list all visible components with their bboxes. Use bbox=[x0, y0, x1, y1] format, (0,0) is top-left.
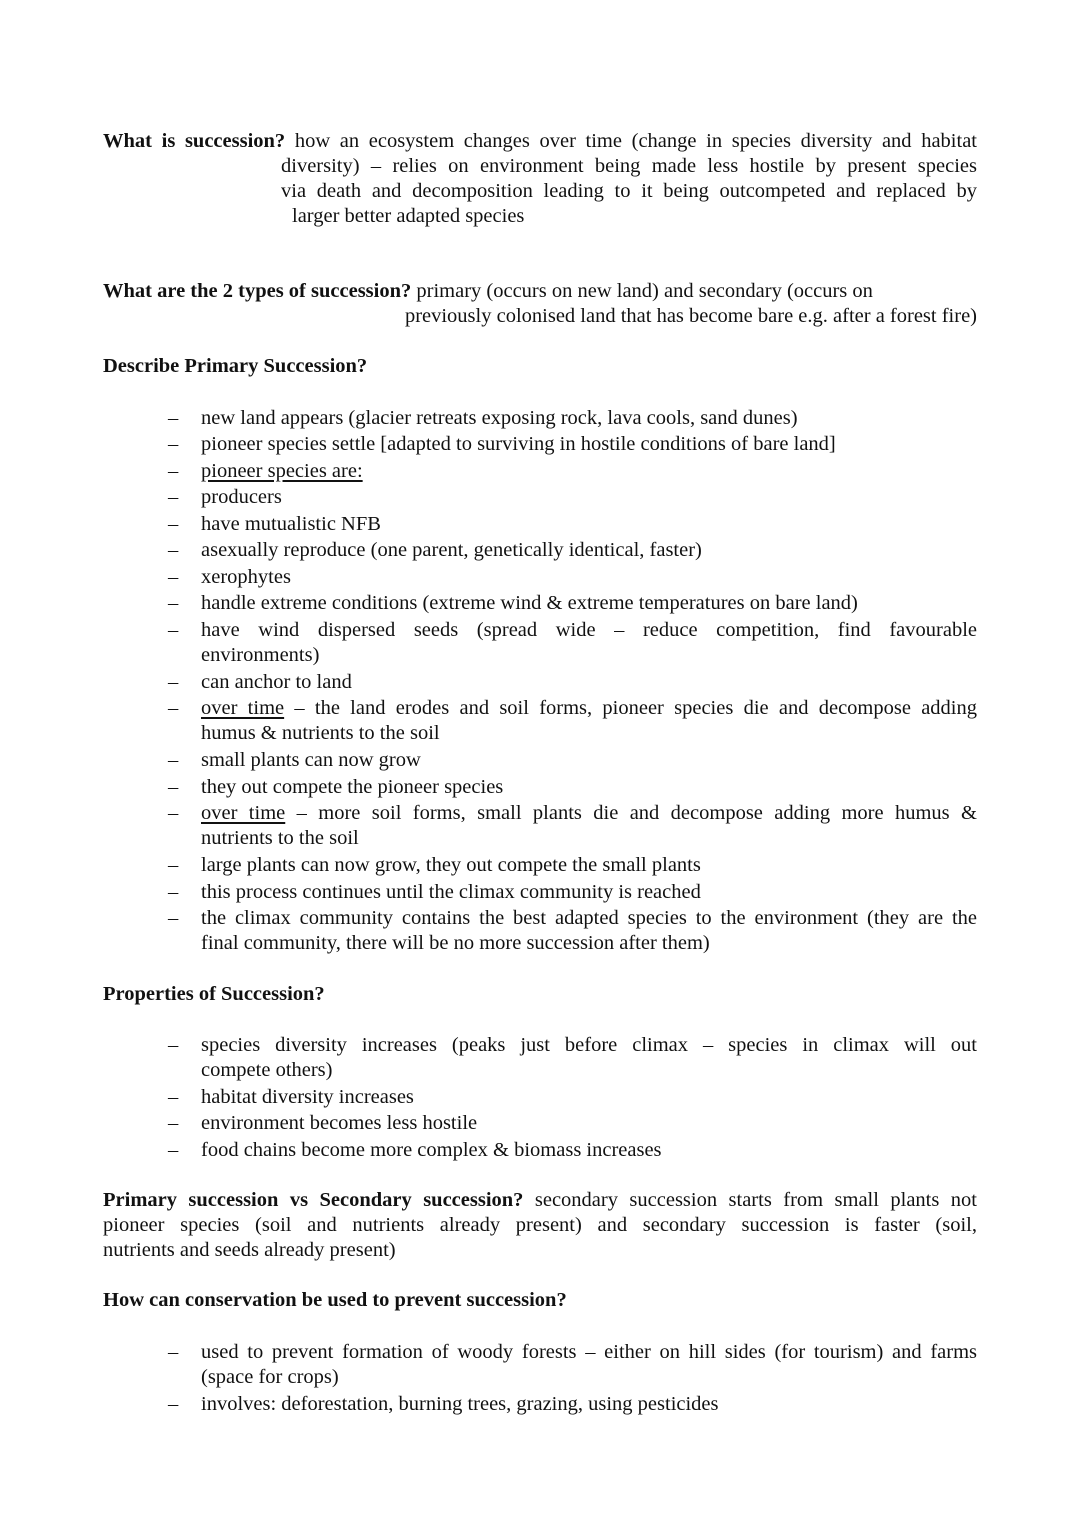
list-item-text: pioneer species are: bbox=[201, 460, 363, 482]
list-item-text: have mutualistic NFB bbox=[201, 513, 381, 535]
question-label: What are the 2 types of succession? bbox=[103, 280, 412, 302]
list-item-text: small plants can now grow bbox=[201, 749, 421, 771]
list-item-text: habitat diversity increases bbox=[201, 1086, 414, 1108]
answer-line: previously colonised land that has become bare e.g. after a forest fire) bbox=[404, 305, 977, 327]
dash-bullet: – bbox=[168, 539, 179, 561]
qa-line bbox=[103, 129, 977, 154]
list-item-text: over time – the land erodes and soil forms, pioneer species die and decompose adding bbox=[201, 697, 977, 719]
qa-line bbox=[103, 1188, 977, 1213]
list-item-text: compete others) bbox=[201, 1059, 333, 1081]
answer-text: secondary succession starts from small plants not bbox=[523, 1189, 977, 1211]
list-item-text: food chains become more complex & biomass increases bbox=[201, 1139, 662, 1161]
answer-text: how an ecosystem changes over time (change in species diversity and habitat bbox=[285, 130, 977, 152]
dash-bullet: – bbox=[168, 854, 179, 876]
list-item-text: final community, there will be no more succession after them) bbox=[201, 932, 710, 954]
list-item-text: nutrients to the soil bbox=[201, 827, 359, 849]
answer-line: larger better adapted species bbox=[292, 205, 525, 227]
dash-bullet: – bbox=[168, 881, 179, 903]
dash-bullet: – bbox=[168, 407, 179, 429]
dash-bullet: – bbox=[168, 1086, 179, 1108]
list-item-text: pioneer species settle [adapted to surviving in hostile conditions of bare land] bbox=[201, 433, 836, 455]
list-item-text: species diversity increases (peaks just before climax – species in climax will out bbox=[201, 1034, 977, 1056]
list-item-text: producers bbox=[201, 486, 282, 508]
answer-text: primary (occurs on new land) and secondary (occurs on bbox=[411, 280, 873, 302]
dash-bullet: – bbox=[168, 749, 179, 771]
list-item-text: involves: deforestation, burning trees, grazing, using pesticides bbox=[201, 1393, 719, 1415]
answer-line: pioneer species (soil and nutrients already present) and secondary succession is faster (soil, bbox=[103, 1214, 977, 1236]
qa-line bbox=[103, 279, 977, 304]
list-item-text: this process continues until the climax community is reached bbox=[201, 881, 701, 903]
dash-bullet: – bbox=[168, 513, 179, 535]
list-item-text: have wind dispersed seeds (spread wide – reduce competition, find favourable bbox=[201, 619, 977, 641]
dash-bullet: – bbox=[168, 697, 179, 719]
list-item-text: the climax community contains the best adapted species to the environment (they are the bbox=[201, 907, 977, 929]
dash-bullet: – bbox=[168, 776, 179, 798]
dash-bullet: – bbox=[168, 592, 179, 614]
list-item-text: handle extreme conditions (extreme wind & extreme temperatures on bare land) bbox=[201, 592, 858, 614]
list-item-text: new land appears (glacier retreats exposing rock, lava cools, sand dunes) bbox=[201, 407, 798, 429]
dash-bullet: – bbox=[168, 460, 179, 482]
list-item-text: large plants can now grow, they out compete the small plants bbox=[201, 854, 701, 876]
dash-bullet: – bbox=[168, 486, 179, 508]
dash-bullet: – bbox=[168, 566, 179, 588]
dash-bullet: – bbox=[168, 671, 179, 693]
heading-properties-of-succession: Properties of Succession? bbox=[103, 983, 325, 1005]
heading-primary-succession: Describe Primary Succession? bbox=[103, 355, 368, 377]
underlined-term: over time bbox=[201, 802, 286, 824]
list-item-text: asexually reproduce (one parent, genetically identical, faster) bbox=[201, 539, 702, 561]
answer-line: nutrients and seeds already present) bbox=[103, 1239, 396, 1261]
dash-bullet: – bbox=[168, 1341, 179, 1363]
answer-line: via death and decomposition leading to it being outcompeted and replaced by bbox=[281, 180, 977, 202]
list-item-text: used to prevent formation of woody forests – either on hill sides (for tourism) and farms bbox=[201, 1341, 977, 1363]
list-item-text: environments) bbox=[201, 644, 320, 666]
dash-bullet: – bbox=[168, 1112, 179, 1134]
list-item-text: environment becomes less hostile bbox=[201, 1112, 478, 1134]
list-item-text: xerophytes bbox=[201, 566, 291, 588]
dash-bullet: – bbox=[168, 619, 179, 641]
answer-line: diversity) – relies on environment being made less hostile by present species bbox=[281, 155, 977, 177]
list-item-text: can anchor to land bbox=[201, 671, 352, 693]
list-item-text: (space for crops) bbox=[201, 1366, 339, 1388]
question-label: What is succession? bbox=[103, 130, 286, 152]
heading-conservation: How can conservation be used to prevent succession? bbox=[103, 1289, 567, 1311]
dash-bullet: – bbox=[168, 1139, 179, 1161]
dash-bullet: – bbox=[168, 802, 179, 824]
dash-bullet: – bbox=[168, 433, 179, 455]
list-item-text: they out compete the pioneer species bbox=[201, 776, 504, 798]
list-item-text: over time – more soil forms, small plants die and decompose adding more humus & bbox=[201, 802, 977, 824]
question-label: Primary succession vs Secondary succession? bbox=[103, 1189, 524, 1211]
dash-bullet: – bbox=[168, 1393, 179, 1415]
list-item-text: humus & nutrients to the soil bbox=[201, 722, 440, 744]
dash-bullet: – bbox=[168, 907, 179, 929]
dash-bullet: – bbox=[168, 1034, 179, 1056]
underlined-term: over time bbox=[201, 697, 285, 719]
